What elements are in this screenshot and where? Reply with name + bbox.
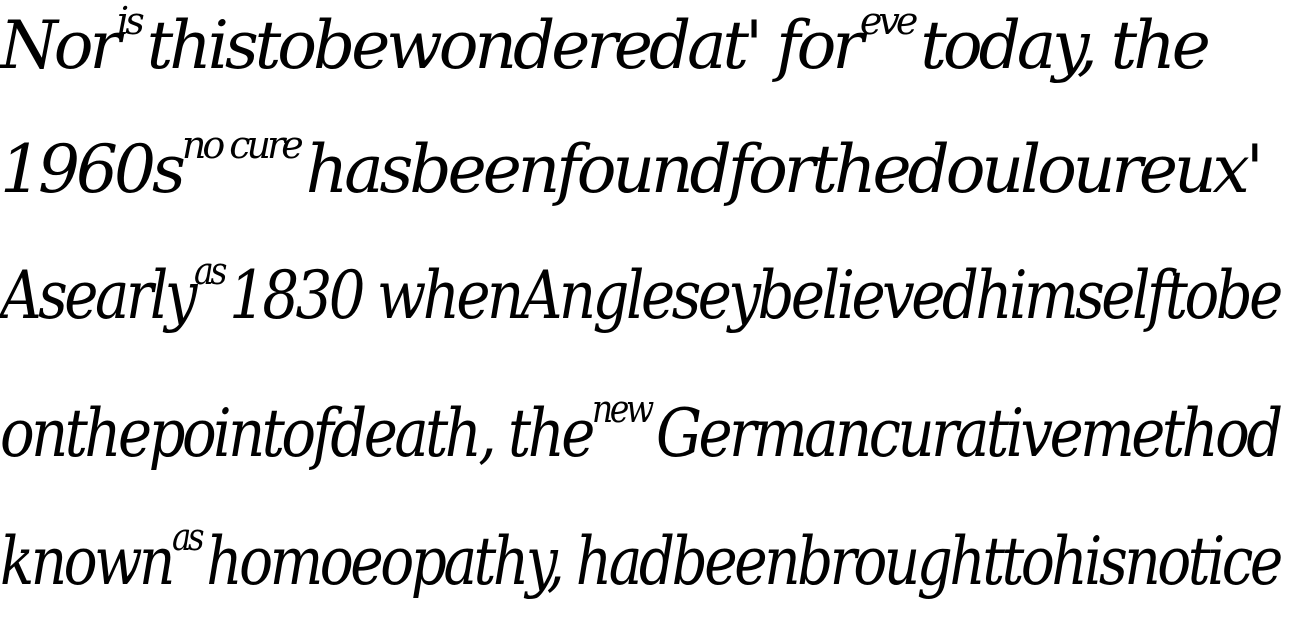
text-line-3 xyxy=(0,249,1280,334)
line-4-text: onthepointofdeath, the xyxy=(0,395,592,472)
line-2-text: 1960s xyxy=(0,131,182,208)
line-3-text-b: 1830 whenAngleseybelievedhimselftobe xyxy=(229,257,1280,334)
line-5-text: known xyxy=(0,523,172,600)
line-1-insertion: is xyxy=(117,0,141,43)
line-3-text: Asearly xyxy=(0,257,195,334)
line-1-text-c: today, the xyxy=(920,7,1207,84)
line-2-text-b: hasbeenfoundforthedouloureux' xyxy=(305,131,1260,208)
text-line-1 xyxy=(0,0,1207,84)
line-1-insertion-b: eve xyxy=(859,0,915,43)
line-3-insertion: as xyxy=(194,249,224,293)
line-5-text-b: homoeopathy, hadbeenbroughttohisnotice xyxy=(206,523,1280,600)
line-2-insertion: no cure xyxy=(181,123,300,167)
line-1-text-b: thistobewonderedat' for xyxy=(146,7,860,84)
line-4-insertion: new xyxy=(591,387,651,431)
line-4-text-b: Germancurativemethod xyxy=(656,395,1280,472)
line-1-text: Nor xyxy=(0,7,118,84)
text-line-4 xyxy=(0,387,1280,472)
line-5-insertion: as xyxy=(171,515,202,559)
text-line-5 xyxy=(0,515,1280,600)
text-line-2 xyxy=(0,123,1260,208)
